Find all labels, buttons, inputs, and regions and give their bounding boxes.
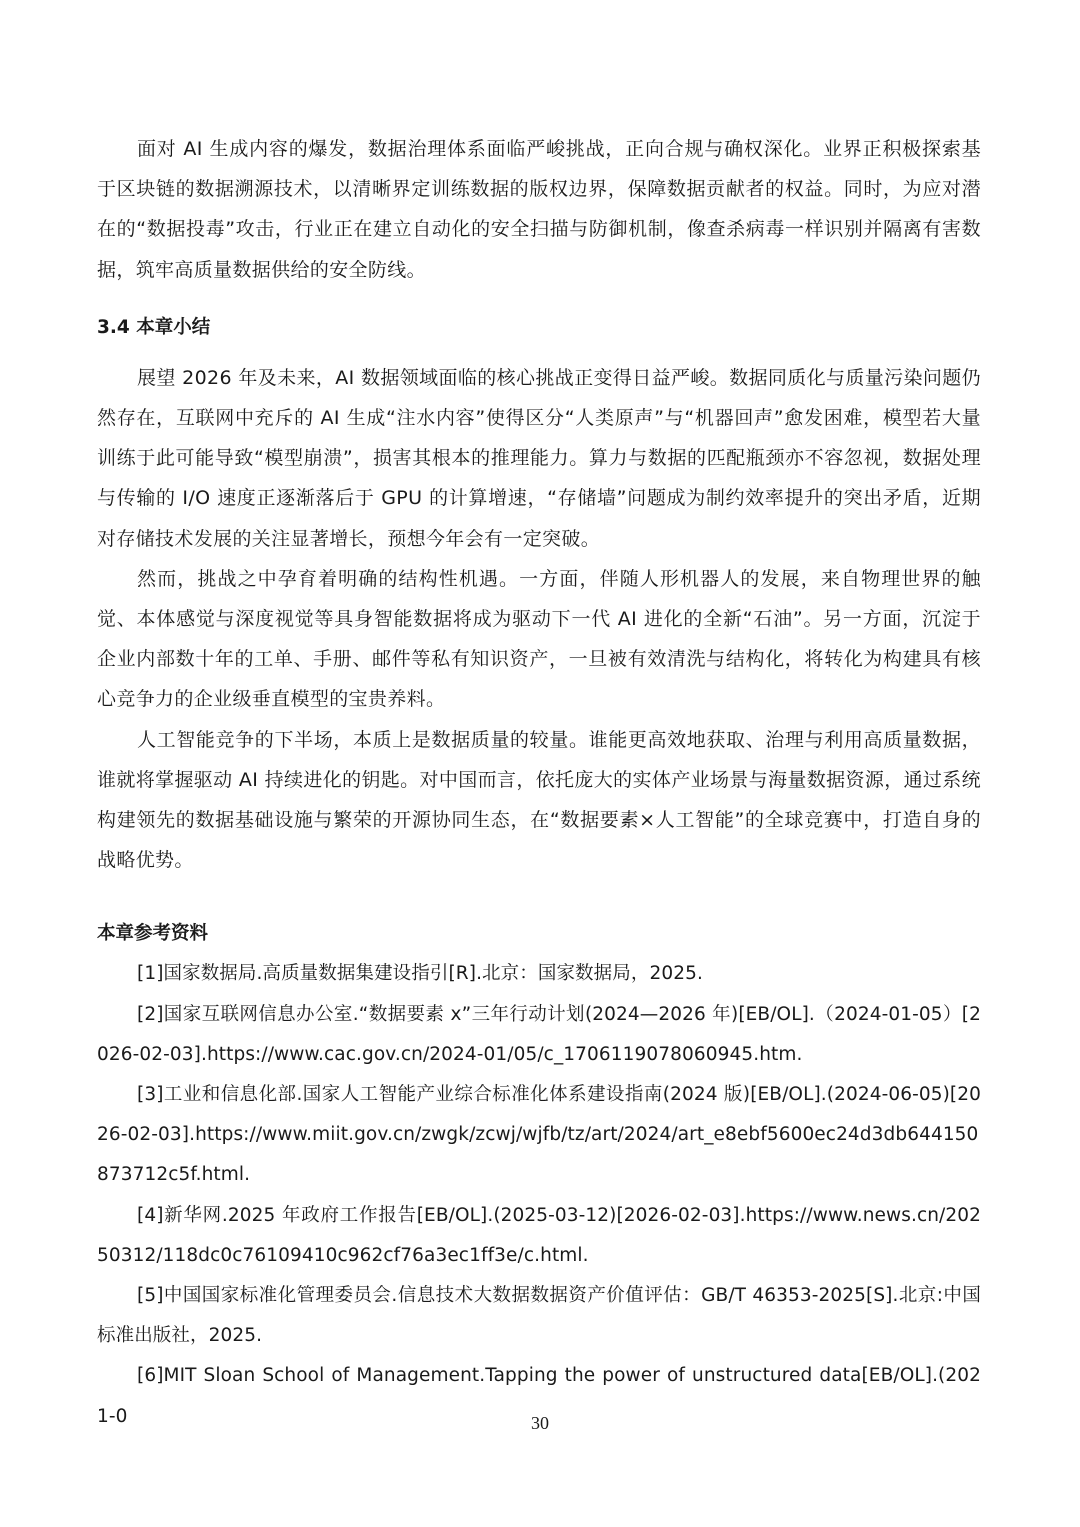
summary-paragraph: 然而，挑战之中孕育着明确的结构性机遇。一方面，伴随人形机器人的发展，来自物理世界的触觉、本体感觉与深度视觉等具身智能数据将成为驱动下一代 AI 进化的全新“石油”。另一方面，沉淀于企业内部数十年的工单、手册、邮件等私有知识资产，一旦被有效清洗与结构化，将转化为构建具有核心竞争力的企业级垂直模型的宝贵养料。: [97, 567, 981, 711]
references-heading: 本章参考资料: [97, 923, 209, 945]
reference-item: [2]国家互联网信息办公室.“数据要素 x”三年行动计划(2024—2026 年)[EB/OL].（2024-01-05）[2026-02-03].https://www.cac.gov.cn/2024-01/05/c_1706119078060945.htm.: [97, 1003, 981, 1065]
reference-item: [4]新华网.2025 年政府工作报告[EB/OL].(2025-03-12)[2026-02-03].https://www.news.cn/20250312/118dc0c76109410c962cf76a3ec1ff3e/c.html.: [97, 1204, 981, 1266]
reference-item: [5]中国国家标准化管理委员会.信息技术大数据数据资产价值评估：GB/T 46353-2025[S].北京:中国标准出版社，2025.: [97, 1285, 981, 1347]
reference-item: [6]MIT Sloan School of Management.Tapping the power of unstructured data[EB/OL].(2021-0: [97, 1365, 981, 1427]
summary-paragraph: 人工智能竞争的下半场，本质上是数据质量的较量。谁能更高效地获取、治理与利用高质量数据，谁就将掌握驱动 AI 持续进化的钥匙。对中国而言，依托庞大的实体产业场景与海量数据资源，通过系统构建领先的数据基础设施与繁荣的开源协同生态，在“数据要素×人工智能”的全球竞赛中，打造自身的战略优势。: [97, 728, 981, 872]
reference-item: [1]国家数据局.高质量数据集建设指引[R].北京：国家数据局，2025.: [137, 963, 703, 985]
page-number: 30: [531, 1413, 549, 1433]
reference-item: [3]工业和信息化部.国家人工智能产业综合标准化体系建设指南(2024 版)[EB/OL].(2024-06-05)[2026-02-03].https://www.miit.gov.cn/zwgk/zcwj/wjfb/tz/art/2024/art_e8ebf5600ec24d3db644150873712c5f.html.: [97, 1084, 981, 1186]
section-heading: 3.4 本章小结: [97, 316, 211, 338]
page-content: [97, 129, 981, 1437]
body-paragraph: 面对 AI 生成内容的爆发，数据治理体系面临严峻挑战，正向合规与确权深化。业界正积极探索基于区块链的数据溯源技术，以清晰界定训练数据的版权边界，保障数据贡献者的权益。同时，为应对潜在的“数据投毒”攻击，行业正在建立自动化的安全扫描与防御机制，像查杀病毒一样识别并隔离有害数据，筑牢高质量数据供给的安全防线。: [97, 138, 981, 281]
summary-paragraph: 展望 2026 年及未来，AI 数据领域面临的核心挑战正变得日益严峻。数据同质化与质量污染问题仍然存在，互联网中充斥的 AI 生成“注水内容”使得区分“人类原声”与“机器回声”愈发困难，模型若大量训练于此可能导致“模型崩溃”，损害其根本的推理能力。算力与数据的匹配瓶颈亦不容忽视，数据处理与传输的 I/O 速度正逐渐落后于 GPU 的计算增速，“存储墙”问题成为制约效率提升的突出矛盾，近期对存储技术发展的关注显著增长，预想今年会有一定突破。: [97, 366, 981, 550]
